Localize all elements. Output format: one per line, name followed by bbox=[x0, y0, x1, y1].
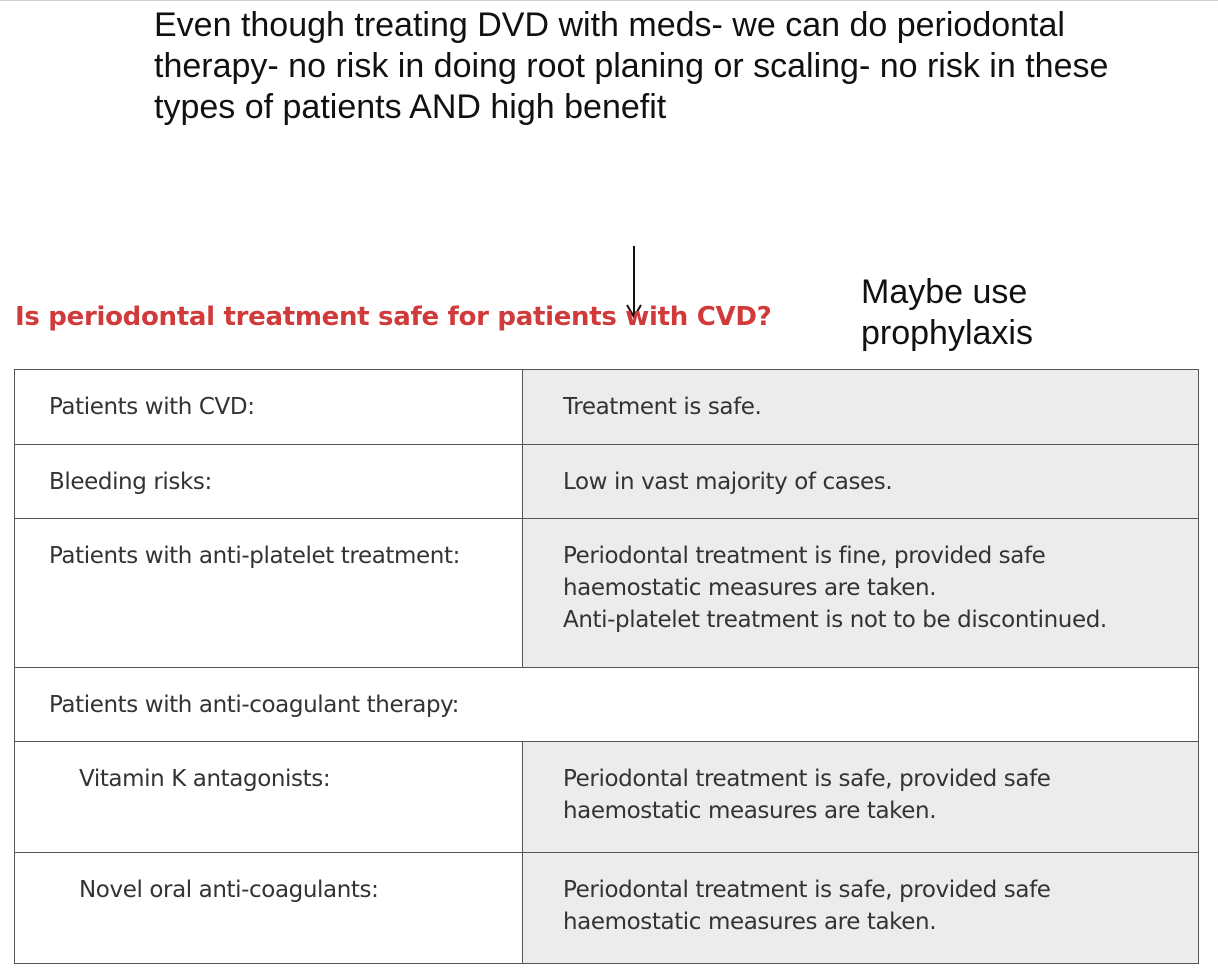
row-value bbox=[523, 519, 1199, 668]
table-row bbox=[15, 853, 1199, 964]
row-value-line: Periodontal treatment is safe, provided safe bbox=[563, 766, 1051, 792]
table-row bbox=[15, 668, 1199, 742]
row-value bbox=[523, 742, 1199, 853]
row-label: Bleeding risks: bbox=[15, 445, 523, 519]
annotation-note-top: Even though treating DVD with meds- we can do periodontal therapy- no risk in doing root planing or scaling- no risk in these types of patients AND high benefit bbox=[154, 6, 1109, 126]
top-divider bbox=[0, 0, 1218, 1]
row-value-line: Periodontal treatment is safe, provided safe bbox=[563, 877, 1051, 903]
table-row bbox=[15, 742, 1199, 853]
row-value-line: haemostatic measures are taken. bbox=[563, 575, 937, 601]
row-value-line: Periodontal treatment is fine, provided safe bbox=[563, 543, 1046, 569]
table-row bbox=[15, 445, 1199, 519]
row-label: Patients with anti-coagulant therapy: bbox=[15, 668, 1199, 742]
row-value-line: haemostatic measures are taken. bbox=[563, 798, 937, 824]
treatment-safety-table bbox=[14, 369, 1199, 964]
row-label: Patients with anti-platelet treatment: bbox=[15, 519, 523, 668]
slide-title: Is periodontal treatment safe for patients with CVD? bbox=[15, 302, 772, 332]
table-row bbox=[15, 370, 1199, 445]
row-value-line: Low in vast majority of cases. bbox=[563, 469, 893, 495]
row-value-line: Anti-platelet treatment is not to be discontinued. bbox=[563, 607, 1107, 633]
row-label: Novel oral anti-coagulants: bbox=[15, 853, 523, 964]
row-value bbox=[523, 445, 1199, 519]
row-label: Vitamin K antagonists: bbox=[15, 742, 523, 853]
row-label: Patients with CVD: bbox=[15, 370, 523, 445]
row-value-line: haemostatic measures are taken. bbox=[563, 909, 937, 935]
table-row bbox=[15, 519, 1199, 668]
annotation-note-side: Maybe use prophylaxis bbox=[861, 273, 1033, 352]
row-value bbox=[523, 853, 1199, 964]
row-value bbox=[523, 370, 1199, 445]
row-value-line: Treatment is safe. bbox=[563, 394, 762, 420]
